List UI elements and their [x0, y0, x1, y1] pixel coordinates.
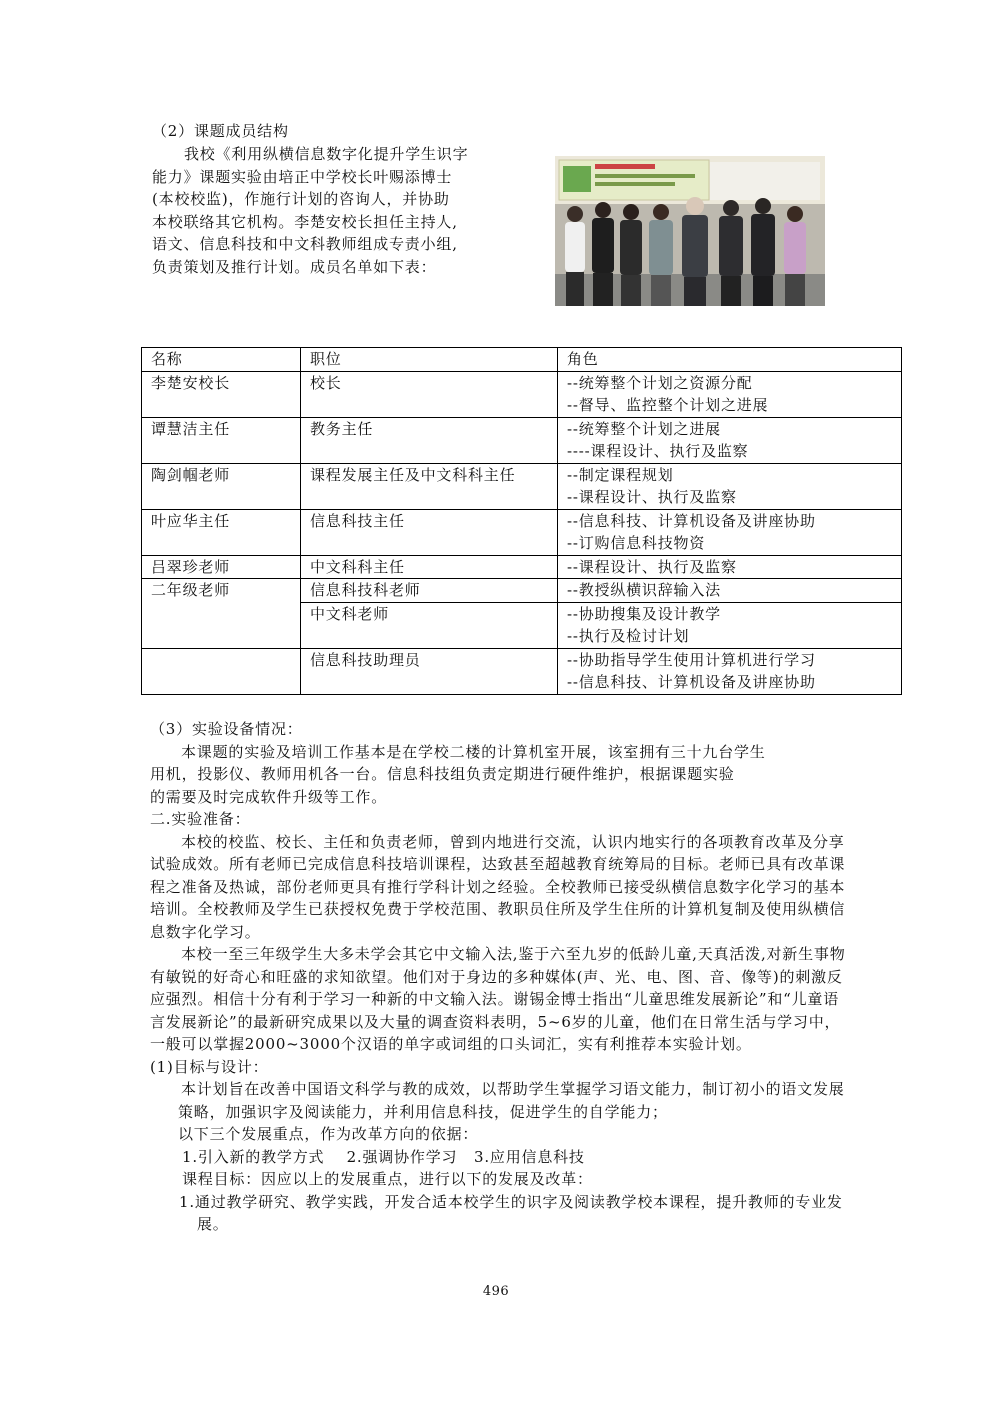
- table-row: [142, 555, 902, 579]
- intro-line: 能力》课题实验由培正中学校长叶赐添博士: [152, 167, 453, 186]
- paragraph: 本计划旨在改善中国语文科学与教的成效，以帮助学生掌握学习语文能力，制订初小的语文发展策略，加强识字及阅读能力，并利用信息科技，促进学生的自学能力；: [178, 1080, 845, 1121]
- table-row: [142, 648, 902, 694]
- section-heading: (1)目标与设计：: [150, 1057, 269, 1076]
- section-heading: （2）课题成员结构: [152, 122, 289, 140]
- table-row: [142, 509, 902, 555]
- member-position: 教务主任: [301, 417, 558, 463]
- member-name: 陶剑帼老师: [142, 463, 301, 509]
- column-header-name: 名称: [142, 348, 301, 372]
- paragraph: 本校的校监、校长、主任和负责老师，曾到内地进行交流，认识内地实行的各项教育改革及分享试验成效。所有老师已完成信息科技培训课程，达致甚至超越教育统筹局的目标。老师已具有改革课程之准备及热诚，部份老师更具有推行学科计划之经验。全校教师已接受纵横信息数字化学习的基本培训。全校教师及学生已获授权免费于学校范围、教职员住所及学生住所的计算机复制及使用纵横信息数字化学习。: [150, 832, 846, 941]
- intro-line: (本校校监)，作施行计划的咨询人，并协助: [152, 190, 450, 208]
- table-row: [142, 417, 902, 463]
- column-header-position: 职位: [301, 348, 558, 372]
- role-line: --制定课程规划: [567, 465, 674, 484]
- paragraph: 本校一至三年级学生大多未学会其它中文输入法,鉴于六至九岁的低龄儿童,天真活泼,对新生事物有敏锐的好奇心和旺盛的求知欲望。他们对于身边的多种媒体(声、光、电、图、音、像等)的刺激反应强烈。相信十分有利于学习一种新的中文输入法。谢锡金博士指出“儿童思维发展新论”和“儿童语言发展新论”的最新研究成果以及大量的调查资料表明，5~6岁的儿童，他们在日常生活与学习中，一般可以掌握2000~3000个汉语的单字或词组的口头词汇，实有利推荐本实验计划。: [150, 945, 846, 1053]
- member-name: 谭慧洁主任: [142, 417, 301, 463]
- paragraph-line: 课程目标：因应以上的发展重点，进行以下的发展及改革：: [182, 1170, 593, 1188]
- member-roles: [558, 602, 902, 648]
- role-line: --统筹整个计划之进展: [567, 419, 721, 438]
- member-name: 吕翠珍老师: [142, 555, 301, 579]
- member-position: 信息科技科老师: [301, 579, 558, 603]
- paragraph-line: 的需要及时完成软件升级等工作。: [150, 787, 388, 806]
- intro-line: 语文、信息科技和中文科教师组成专责小组,: [152, 235, 458, 253]
- role-line: --课程设计、执行及监察: [567, 557, 737, 576]
- member-position: 中文科老师: [301, 602, 558, 648]
- table-header-row: [142, 348, 902, 372]
- member-name: 李楚安校长: [142, 371, 301, 417]
- member-roles: [558, 371, 902, 417]
- role-line: --信息科技、计算机设备及讲座协助: [567, 511, 816, 530]
- member-position: 中文科科主任: [301, 555, 558, 579]
- paragraph-line: 用机，投影仪、教师用机各一台。信息科技组负责定期进行硬件维护，根据课题实验: [150, 765, 735, 783]
- table-row: [142, 579, 902, 603]
- role-line: --课程设计、执行及监察: [567, 488, 737, 506]
- table-row: [142, 371, 902, 417]
- role-line: --督导、监控整个计划之进展: [567, 396, 769, 414]
- member-position: 信息科技助理员: [301, 648, 558, 694]
- intro-paragraph: [152, 143, 522, 278]
- section-heading: 二.实验准备：: [150, 810, 251, 828]
- paragraph-line: 以下三个发展重点，作为改革方向的依据：: [178, 1125, 479, 1143]
- member-position: 校长: [301, 371, 558, 417]
- intro-line: 本校联络其它机构。李楚安校长担任主持人,: [152, 212, 458, 231]
- member-roles: [558, 417, 902, 463]
- intro-line: 我校《利用纵横信息数字化提升学生识字: [184, 145, 469, 163]
- column-header-role: 角色: [558, 348, 902, 372]
- list-item: 1.通过教学研究、教学实践，开发合适本校学生的识字及阅读教学校本课程，提升教师的专业发展。: [179, 1192, 843, 1233]
- member-name: 叶应华主任: [142, 509, 301, 555]
- role-line: ----课程设计、执行及监察: [567, 442, 749, 460]
- member-position: 课程发展主任及中文科科主任: [301, 463, 558, 509]
- role-line: --统筹整个计划之资源分配: [567, 373, 753, 392]
- role-line: --协助搜集及设计教学: [567, 604, 721, 623]
- focus-list: 1.引入新的教学方式 2.强调协作学习 3.应用信息科技: [182, 1147, 585, 1166]
- role-line: --信息科技、计算机设备及讲座协助: [567, 673, 816, 691]
- section-heading: （3）实验设备情况：: [150, 720, 303, 738]
- member-roles: [558, 648, 902, 694]
- member-roles: [558, 463, 902, 509]
- member-position: 信息科技主任: [301, 509, 558, 555]
- body-text: [150, 718, 850, 1236]
- member-name-empty: [142, 648, 301, 694]
- intro-line: 负责策划及推行计划。成员名单如下表：: [152, 257, 437, 276]
- table-row: [142, 463, 902, 509]
- role-line: --协助指导学生使用计算机进行学习: [567, 650, 816, 669]
- role-line: --订购信息科技物资: [567, 534, 706, 552]
- page-number: 496: [482, 1284, 510, 1299]
- role-line: --教授纵横识辞输入法: [567, 581, 721, 599]
- member-roles: [558, 579, 902, 603]
- members-table: [141, 347, 902, 695]
- member-roles: [558, 509, 902, 555]
- member-roles: [558, 555, 902, 579]
- role-line: --执行及检讨计划: [567, 627, 690, 645]
- paragraph-line: 本课题的实验及培训工作基本是在学校二楼的计算机室开展，该室拥有三十九台学生: [181, 742, 766, 761]
- member-name: 二年级老师: [142, 579, 301, 649]
- group-photo: [555, 156, 825, 306]
